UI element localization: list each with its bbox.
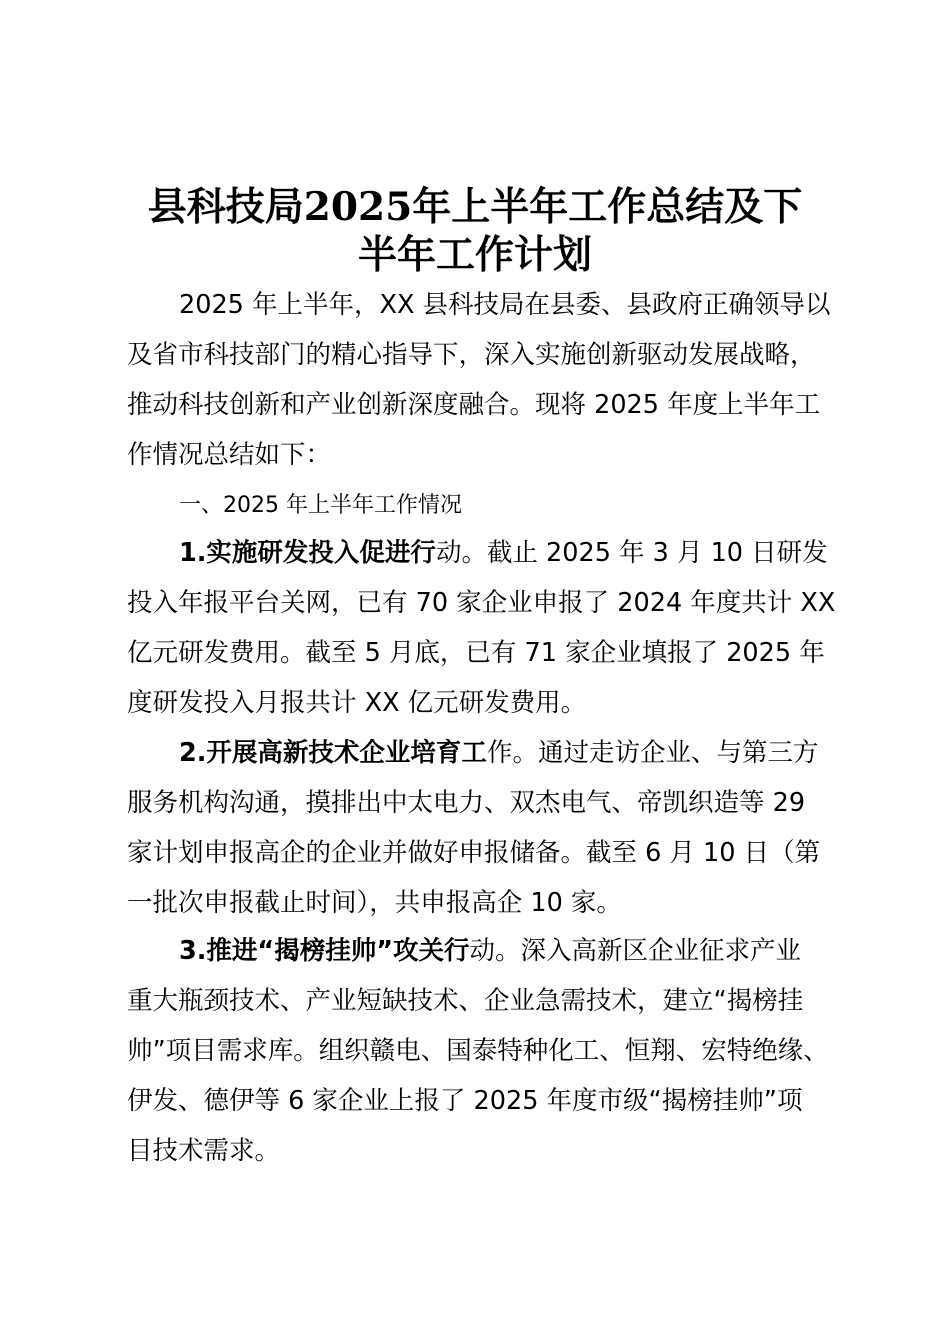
- item-2-heading: 2.开展高新技术企业培育工: [179, 738, 487, 768]
- intro-line-2: 及省市科技部门的精心指导下，深入实施创新驱动发展战略，: [127, 340, 816, 370]
- item-3-line-5: 目技术需求。: [127, 1136, 281, 1166]
- item-1-heading: 1.实施研发投入促进行: [179, 538, 436, 568]
- item-3-line-4: 伊发、德伊等 6 家企业上报了 2025 年度市级“揭榜挂帅”项: [127, 1086, 803, 1116]
- document-title-line-1: 县科技局2025年上半年工作总结及下: [147, 184, 803, 230]
- item-3-line-3: 帅”项目需求库。组织赣电、国泰特种化工、恒翔、宏特绝缘、: [127, 1036, 829, 1066]
- intro-line-4: 作情况总结如下：: [127, 440, 332, 470]
- item-3-line-1: [179, 935, 801, 967]
- item-2-text: 作。通过走访企业、与第三方: [486, 738, 819, 768]
- item-1-line-1: [179, 537, 828, 569]
- item-3-heading: 3.推进“揭榜挂帅”攻关行: [179, 936, 470, 966]
- item-2-line-4: 一批次申报截止时间），共申报高企 10 家。: [127, 888, 622, 918]
- item-3-text: 动。深入高新区企业征求产业: [469, 936, 801, 966]
- document-title-line-2: 半年工作计划: [357, 232, 592, 278]
- item-1-text: 动。截止 2025 年 3 月 10 日研发: [435, 538, 828, 568]
- item-1-line-4: 度研发投入月报共计 XX 亿元研发费用。: [127, 688, 587, 718]
- item-2-line-1: [179, 737, 818, 769]
- item-3-line-2: 重大瓶颈技术、产业短缺技术、企业急需技术，建立“揭榜挂: [127, 986, 804, 1016]
- intro-line-3: 推动科技创新和产业创新深度融合。现将 2025 年度上半年工: [127, 390, 821, 420]
- item-1-line-2: 投入年报平台关网，已有 70 家企业申报了 2024 年度共计 XX: [127, 588, 836, 618]
- section-heading: 一、2025 年上半年工作情况: [179, 493, 462, 518]
- item-1-line-3: 亿元研发费用。截至 5 月底，已有 71 家企业填报了 2025 年: [127, 638, 825, 668]
- item-2-line-3: 家计划申报高企的企业并做好申报储备。截至 6 月 10 日（第: [127, 838, 821, 868]
- item-2-line-2: 服务机构沟通，摸排出中太电力、双杰电气、帝凯织造等 29: [127, 788, 806, 818]
- intro-line-1: 2025 年上半年，XX 县科技局在县委、县政府正确领导以: [179, 290, 831, 320]
